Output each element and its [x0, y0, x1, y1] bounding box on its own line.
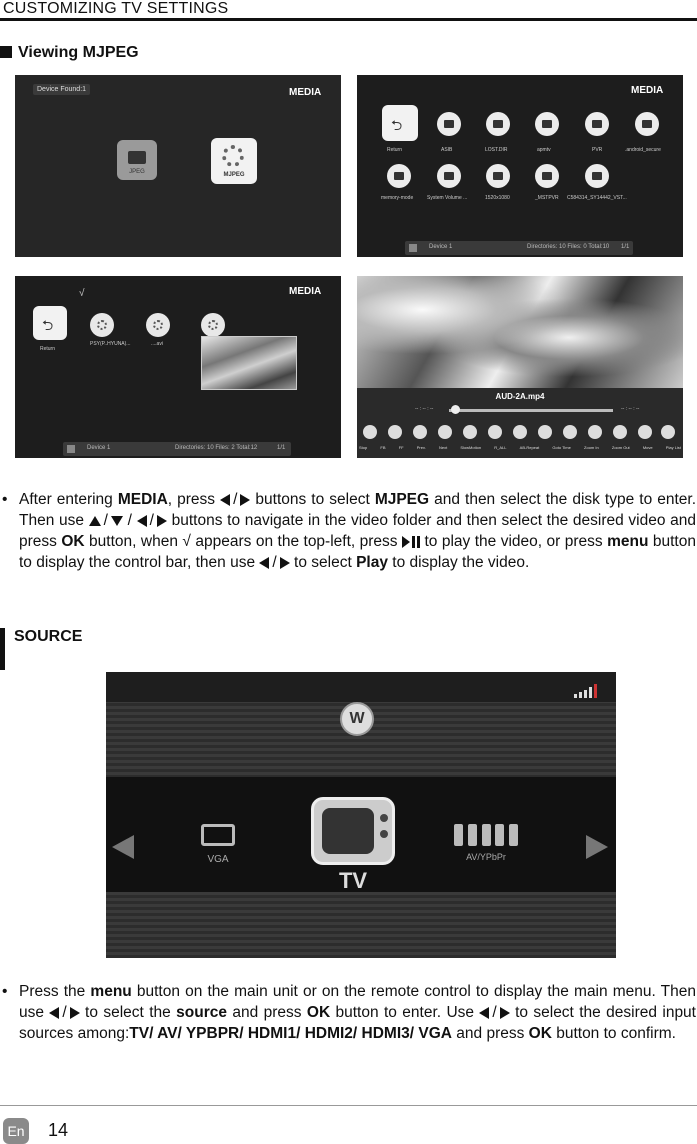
device-icon: [67, 445, 75, 453]
jpeg-tile[interactable]: JPEG: [117, 140, 157, 180]
footer-rule: [0, 1105, 697, 1106]
left-arrow-icon: [137, 515, 147, 527]
bullet: •: [2, 491, 8, 508]
folder-icon[interactable]: [486, 112, 510, 136]
return-icon: ⮌: [42, 317, 54, 333]
video-frame: [357, 276, 683, 388]
signal-icon: [574, 684, 598, 698]
control-button-icon[interactable]: [438, 425, 452, 439]
right-arrow-icon[interactable]: [586, 835, 608, 859]
control-button-icon[interactable]: [413, 425, 427, 439]
header-title: CUSTOMIZING TV SETTINGS: [3, 0, 229, 17]
left-arrow-icon: [479, 1007, 489, 1019]
video-file-icon[interactable]: [90, 313, 114, 337]
folder-icon[interactable]: [585, 164, 609, 188]
screenshot-source-menu: W VGA TV AV/YPbPr: [106, 672, 616, 958]
control-button-icon[interactable]: [388, 425, 402, 439]
right-arrow-icon: [157, 515, 167, 527]
control-button-icon[interactable]: [588, 425, 602, 439]
folder-icon[interactable]: [437, 164, 461, 188]
screenshot-video-playback: [357, 276, 683, 458]
device-found-chip: Device Found:1: [33, 84, 90, 95]
filename: AUD-2A.mp4: [495, 392, 545, 401]
right-arrow-icon: [280, 557, 290, 569]
status-bar: Device 1 Directories: 10 Files: 0 Total:10 1/1: [405, 241, 633, 255]
language-badge: En: [3, 1118, 29, 1144]
vga-icon[interactable]: [201, 824, 235, 846]
up-arrow-icon: [89, 516, 101, 526]
control-button-icon[interactable]: [488, 425, 502, 439]
folder-icon[interactable]: [387, 164, 411, 188]
control-button-icon[interactable]: [463, 425, 477, 439]
top-band: [106, 672, 616, 702]
control-button-icon[interactable]: [538, 425, 552, 439]
checkmark: √: [79, 288, 85, 299]
folder-icon[interactable]: [535, 112, 559, 136]
page-number: 14: [48, 1120, 69, 1140]
media-label: MEDIA: [289, 87, 322, 98]
folder-icon[interactable]: [635, 112, 659, 136]
av-connectors-icon[interactable]: [454, 824, 518, 846]
right-arrow-icon: [70, 1007, 80, 1019]
control-button-icon[interactable]: [613, 425, 627, 439]
media-label: MEDIA: [631, 85, 664, 96]
brand-logo-icon: W: [340, 702, 374, 736]
section-square-icon: [0, 46, 12, 58]
control-labels: Stop FB FF Prev. Next SlowMotion R_ALL AB-Repeat Goto Time Zoom In Zoom Out Move Play List: [359, 445, 681, 450]
return-icon: ⮌: [391, 117, 403, 133]
camera-icon: [128, 151, 146, 164]
section-title-mjpeg: Viewing MJPEG: [0, 44, 139, 62]
device-icon: [409, 244, 417, 252]
progress-bar[interactable]: [449, 409, 613, 412]
folder-icon[interactable]: [486, 164, 510, 188]
video-preview-thumbnail: [201, 336, 297, 390]
play-pause-icon: [402, 531, 420, 552]
return-tile[interactable]: [382, 105, 418, 141]
folder-icon[interactable]: [437, 112, 461, 136]
section-bar: [0, 628, 5, 670]
control-button-icon[interactable]: [638, 425, 652, 439]
down-arrow-icon: [111, 516, 123, 526]
media-label: MEDIA: [289, 286, 322, 297]
control-button-icon[interactable]: [513, 425, 527, 439]
folder-icon[interactable]: [535, 164, 559, 188]
screenshot-video-select: MEDIA ⮌ Return √ PSY(P..HYUNA)... ....avi Device 1 Directories: 10 Files: 2 Total:12 1/1: [15, 276, 341, 458]
left-arrow-icon: [49, 1007, 59, 1019]
screenshot-folder-list: MEDIA ⮌ Return ASIB LOST.DIR apmtv PVR .android_secure memory-mode System Volume ... 1520x1080 _MSTPVR C584314_SY14442_VST... Device 1 Directories: 10 Files: 0 Total:10 1/1: [357, 75, 683, 257]
mjpeg-tile[interactable]: MJPEG: [211, 138, 257, 184]
left-arrow-icon[interactable]: [112, 835, 134, 859]
control-button-icon[interactable]: [363, 425, 377, 439]
return-tile[interactable]: [33, 306, 67, 340]
video-file-icon[interactable]: [201, 313, 225, 337]
page-header: [0, 0, 697, 24]
tv-icon[interactable]: [311, 797, 395, 865]
video-file-icon[interactable]: [146, 313, 170, 337]
screenshot-media-select: [15, 75, 341, 257]
right-arrow-icon: [500, 1007, 510, 1019]
left-arrow-icon: [220, 494, 230, 506]
control-bar: AUD-2A.mp4 -- : -- : -- -- : -- : -- Stop FB FF Prev. Next SlowMotion R_ALL AB-Repeat Goto Time Zoom In Zoom Out Move Play List: [357, 388, 683, 458]
left-arrow-icon: [259, 557, 269, 569]
control-button-icon[interactable]: [563, 425, 577, 439]
folder-icon[interactable]: [585, 112, 609, 136]
right-arrow-icon: [240, 494, 250, 506]
header-rule: [0, 18, 697, 21]
status-bar: Device 1 Directories: 10 Files: 2 Total:12 1/1: [63, 442, 291, 456]
control-button-icon[interactable]: [661, 425, 675, 439]
progress-knob[interactable]: [451, 405, 460, 414]
bullet: •: [2, 983, 8, 1000]
film-reel-icon: [222, 145, 244, 167]
